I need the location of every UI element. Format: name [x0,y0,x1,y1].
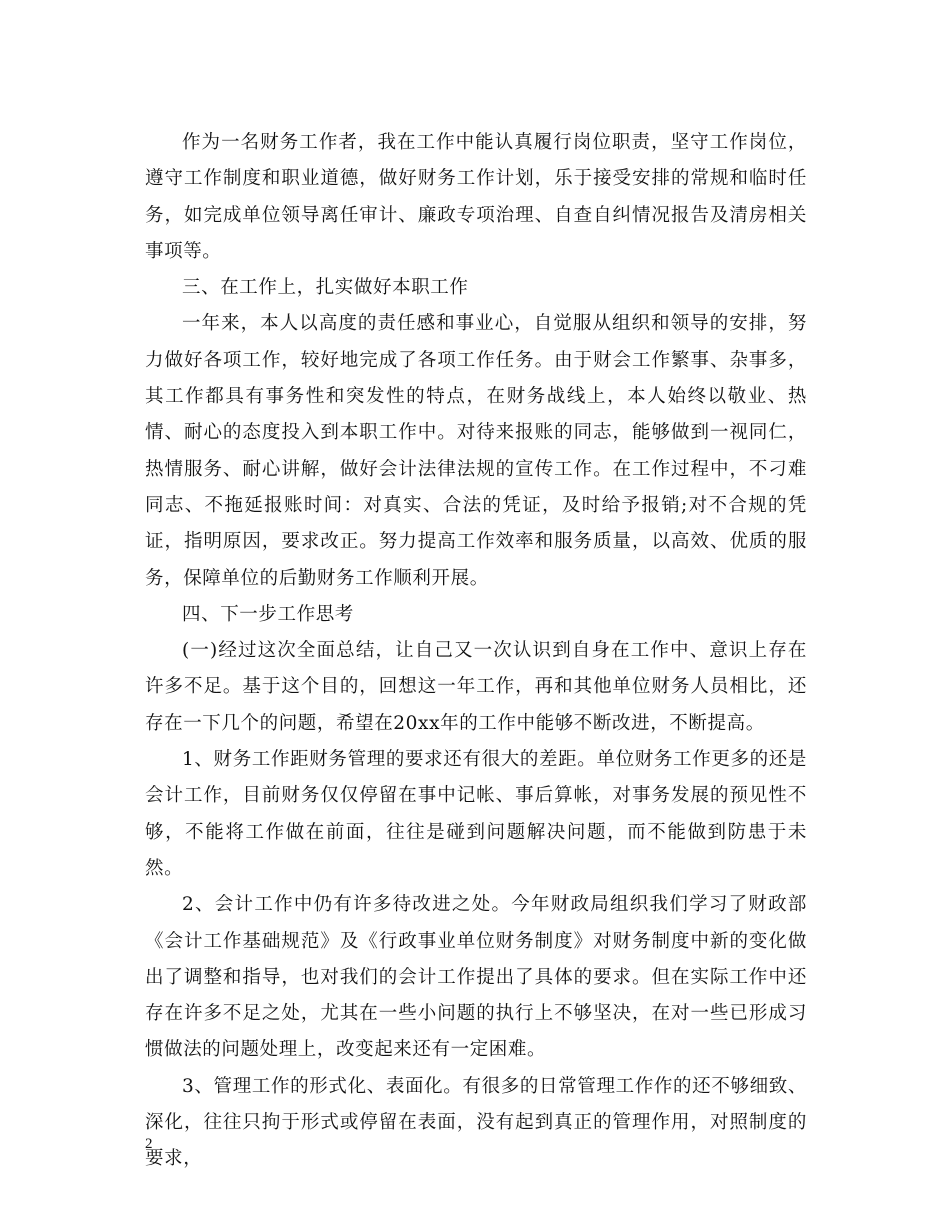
paragraph: 1、财务工作距财务管理的要求还有很大的差距。单位财务工作更多的还是会计工作，目前财务仅仅停留在事中记帐、事后算帐，对事务发展的预见性不够，不能将工作做在前面，往往是碰到问题解决问题，而不能做到防患于未然。 [145,749,807,879]
paragraph: (一)经过这次全面总结，让自己又一次认识到自身在工作中、意识上存在许多不足。基于这个目的，回想这一年工作，再和其他单位财务人员相比，还存在一下几个的问题，希望在20xx年的工作中能够不断改进，不断提高。 [145,640,807,734]
paragraph: 2、会计工作中仍有许多待改进之处。今年财政局组织我们学习了财政部《会计工作基础规范》及《行政事业单位财务制度》对财务制度中新的变化做出了调整和指导，也对我们的会计工作提出了具体的要求。但在实际工作中还存在许多不足之处，尤其在一些小问题的执行上不够坚决，在对一些已形成习惯做法的问题处理上，改变起来还有一定困难。 [145,894,807,1061]
paragraph: 一年来，本人以高度的责任感和事业心，自觉服从组织和领导的安排，努力做好各项工作，较好地完成了各项工作任务。由于财会工作繁事、杂事多，其工作都具有事务性和突发性的特点，在财务战线上，本人始终以敬业、热情、耐心的态度投入到本职工作中。对待来报账的同志，能够做到一视同仁，热情服务、耐心讲解，做好会计法律法规的宣传工作。在工作过程中，不刁难同志、不拖延报账时间：对真实、合法的凭证，及时给予报销;对不合规的凭证，指明原因，要求改正。努力提高工作效率和服务质量，以高效、优质的服务，保障单位的后勤财务工作顺利开展。 [145,313,807,589]
paragraph: 作为一名财务工作者，我在工作中能认真履行岗位职责，坚守工作岗位，遵守工作制度和职业道德，做好财务工作计划，乐于接受安排的常规和临时任务，如完成单位领导离任审计、廉政专项治理、自查自纠情况报告及清房相关事项等。 [145,132,807,262]
section-heading: 四、下一步工作思考 [182,603,354,625]
document-body [145,125,807,1178]
paragraph: 3、管理工作的形式化、表面化。有很多的日常管理工作作的还不够细致、深化，往往只拘于形式或停留在表面，没有起到真正的管理作用，对照制度的要求， [145,1075,807,1170]
page-number: 2 [145,1136,153,1152]
section-heading: 三、在工作上，扎实做好本职工作 [182,277,469,299]
